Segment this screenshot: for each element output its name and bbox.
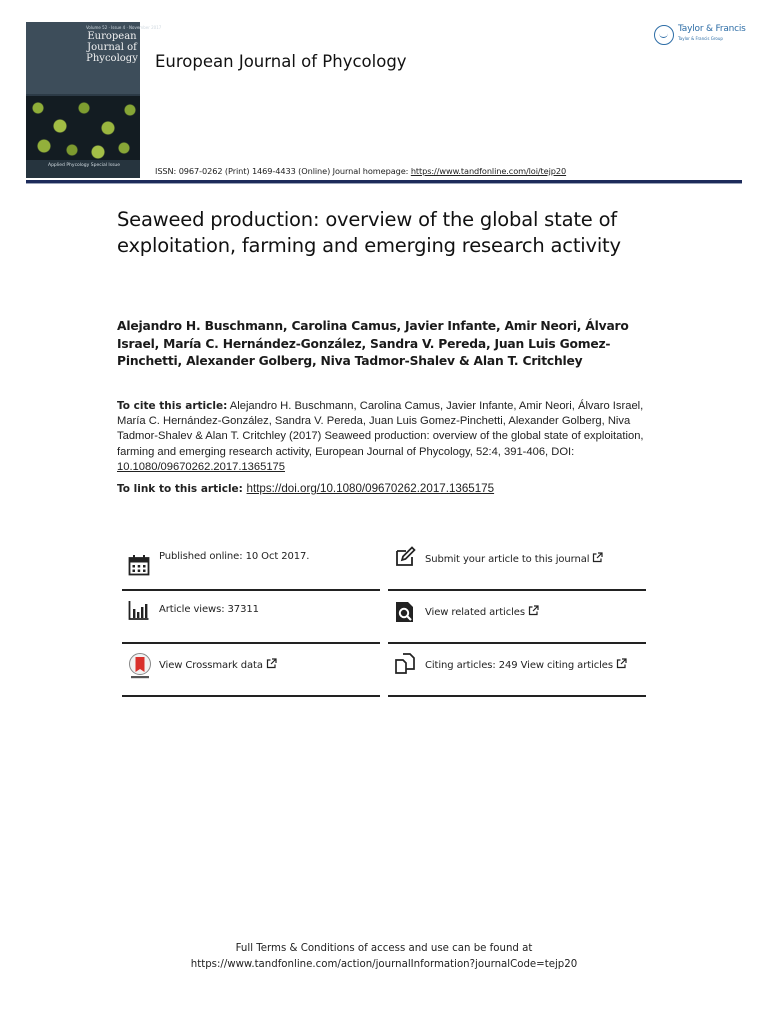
- citing-cell[interactable]: [388, 644, 646, 697]
- external-link-icon: [592, 552, 603, 563]
- submit-label: Submit your article to this journal: [425, 554, 590, 565]
- view-crossmark-link[interactable]: [159, 658, 277, 671]
- external-link-icon: [616, 658, 627, 669]
- cell-divider: [388, 695, 646, 697]
- publisher-logo[interactable]: [654, 23, 750, 47]
- journal-cover-image: [26, 22, 162, 178]
- cite-text: Alejandro H. Buschmann, Carolina Camus, Javier Infante, Amir Neori, Álvaro Israel, María C. Hernández-González, Sandra V. Pereda, Juan Luis Gomez-Pinchetti, Alexander Golberg, Niva Tadmor-Shalev & Alan T. Critchley (2017) Seaweed production: overview of the global state of exploitation, farming and emerging research activity, European Journal of Phycology, 52:4, 391-406, DOI:: [117, 400, 644, 458]
- external-link-icon: [528, 605, 539, 616]
- cover-seaweed-photo: [26, 96, 140, 162]
- published-date: Published online: 10 Oct 2017.: [159, 551, 310, 562]
- published-cell: [122, 538, 380, 591]
- publisher-logo-icon: [654, 25, 674, 45]
- views-cell: [122, 591, 380, 644]
- submit-cell[interactable]: [388, 538, 646, 591]
- edit-icon: [394, 546, 416, 568]
- cover-volume-text: Volume 52 · Issue 4 · November 2017: [86, 25, 162, 30]
- cell-divider: [122, 695, 380, 697]
- cite-doi-link[interactable]: 10.1080/09670262.2017.1365175: [117, 460, 285, 473]
- article-link-line: [117, 482, 657, 495]
- related-label: View related articles: [425, 607, 525, 618]
- crossmark-icon: [127, 652, 153, 680]
- cover-title: European Journal of Phycology: [86, 31, 138, 64]
- citing-label: Citing articles: 249 View citing articles: [425, 660, 613, 671]
- article-authors: Alejandro H. Buschmann, Carolina Camus, Javier Infante, Amir Neori, Álvaro Israel, María C. Hernández-González, Sandra V. Pereda, Juan Luis Gomez-Pinchetti, Alexander Golberg, Niva Tadmor-Shalev & Alan T. Critchley: [117, 319, 629, 368]
- header-rule-thin: [26, 183, 742, 184]
- footer-terms-text: Full Terms & Conditions of access and use can be found at: [235, 943, 533, 954]
- publisher-name: Taylor & Francis: [678, 24, 746, 34]
- cell-divider: [122, 589, 380, 591]
- issn-line: [155, 166, 566, 176]
- view-related-articles-link[interactable]: [425, 605, 539, 618]
- cover-issue-label: Applied Phycology Special Issue: [26, 160, 140, 178]
- external-link-icon: [266, 658, 277, 669]
- crossmark-cell[interactable]: [122, 644, 380, 697]
- bar-chart-icon: [128, 599, 150, 621]
- article-doi-link[interactable]: https://doi.org/10.1080/09670262.2017.1365175: [246, 482, 495, 495]
- issn-text: ISSN: 0967-0262 (Print) 1469-4433 (Online) Journal homepage:: [155, 166, 411, 176]
- journal-name[interactable]: European Journal of Phycology: [155, 52, 407, 71]
- crossmark-label: View Crossmark data: [159, 660, 263, 671]
- related-cell[interactable]: [388, 591, 646, 644]
- footer-terms-url[interactable]: https://www.tandfonline.com/action/journalInformation?journalCode=tejp20: [190, 958, 578, 970]
- journal-homepage-link[interactable]: https://www.tandfonline.com/loi/tejp20: [410, 166, 567, 176]
- publisher-group: Taylor & Francis Group: [678, 36, 723, 41]
- cite-label: To cite this article:: [117, 400, 228, 412]
- citing-articles-icon: [394, 652, 416, 674]
- article-title: Seaweed production: overview of the global state of exploitation, farming and emerging research activity: [117, 208, 621, 257]
- view-citing-articles-link[interactable]: [425, 658, 627, 671]
- citation-block: [117, 399, 657, 475]
- footer-terms: [0, 941, 768, 972]
- link-label: To link to this article:: [117, 483, 247, 495]
- submit-article-link[interactable]: [425, 552, 603, 565]
- search-document-icon: [394, 601, 416, 623]
- calendar-icon: [128, 554, 150, 576]
- article-views: Article views: 37311: [159, 604, 259, 615]
